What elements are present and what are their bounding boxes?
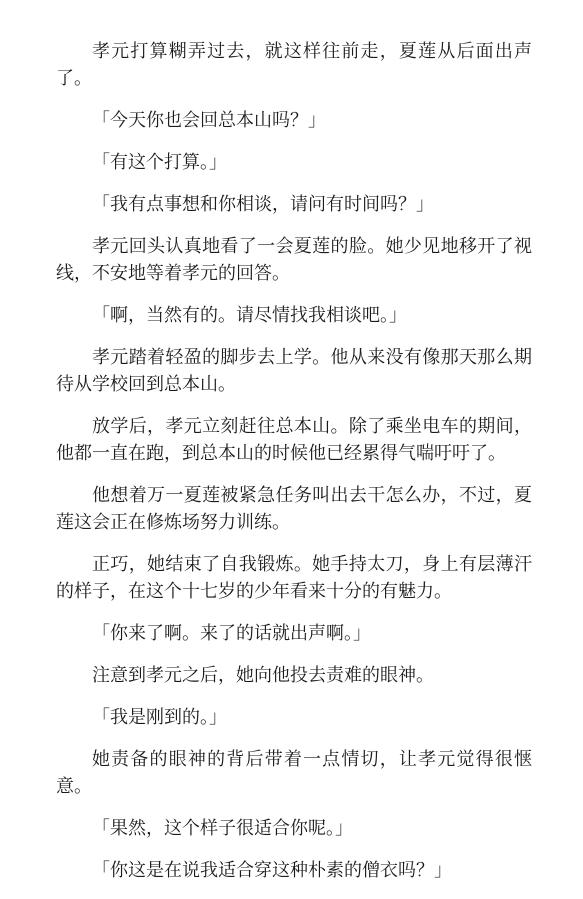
paragraph: 孝元回头认真地看了一会夏莲的脸。她少见地移开了视线，不安地等着孝元的回答。 — [56, 236, 532, 284]
dialogue-line: 「我是刚到的。」 — [92, 707, 227, 728]
paragraph: 孝元踏着轻盈的脚步去上学。他从来没有像那天那么期待从学校回到总本山。 — [56, 347, 532, 395]
dialogue-line: 「有这个打算。」 — [92, 152, 227, 173]
document-page — [56, 38, 532, 899]
dialogue-line: 「你这是在说我适合穿这种朴素的僧衣吗？」 — [92, 860, 452, 881]
paragraph: 他想着万一夏莲被紧急任务叫出去干怎么办，不过，夏莲这会正在修炼场努力训练。 — [56, 485, 532, 533]
dialogue-line: 「你来了啊。来了的话就出声啊。」 — [92, 623, 371, 644]
dialogue-line: 「今天你也会回总本山吗？」 — [92, 110, 326, 131]
dialogue-line: 「果然，这个样子很适合你呢。」 — [92, 818, 353, 839]
paragraph: 放学后，孝元立刻赶往总本山。除了乘坐电车的期间，他都一直在跑，到总本山的时候他已经累得气喘吁吁了。 — [56, 416, 532, 464]
paragraph: 孝元打算糊弄过去，就这样往前走，夏莲从后面出声了。 — [56, 41, 532, 89]
dialogue-line: 「啊，当然有的。请尽情找我相谈吧。」 — [92, 305, 407, 326]
paragraph: 正巧，她结束了自我锻炼。她手持太刀，身上有层薄汗的样子，在这个十七岁的少年看来十分的有魅力。 — [56, 554, 532, 602]
dialogue-line: 「我有点事想和你相谈，请问有时间吗？」 — [92, 194, 434, 215]
paragraph: 她责备的眼神的背后带着一点情切，让孝元觉得很惬意。 — [56, 749, 532, 797]
paragraph: 注意到孝元之后，她向他投去责难的眼神。 — [92, 665, 434, 686]
